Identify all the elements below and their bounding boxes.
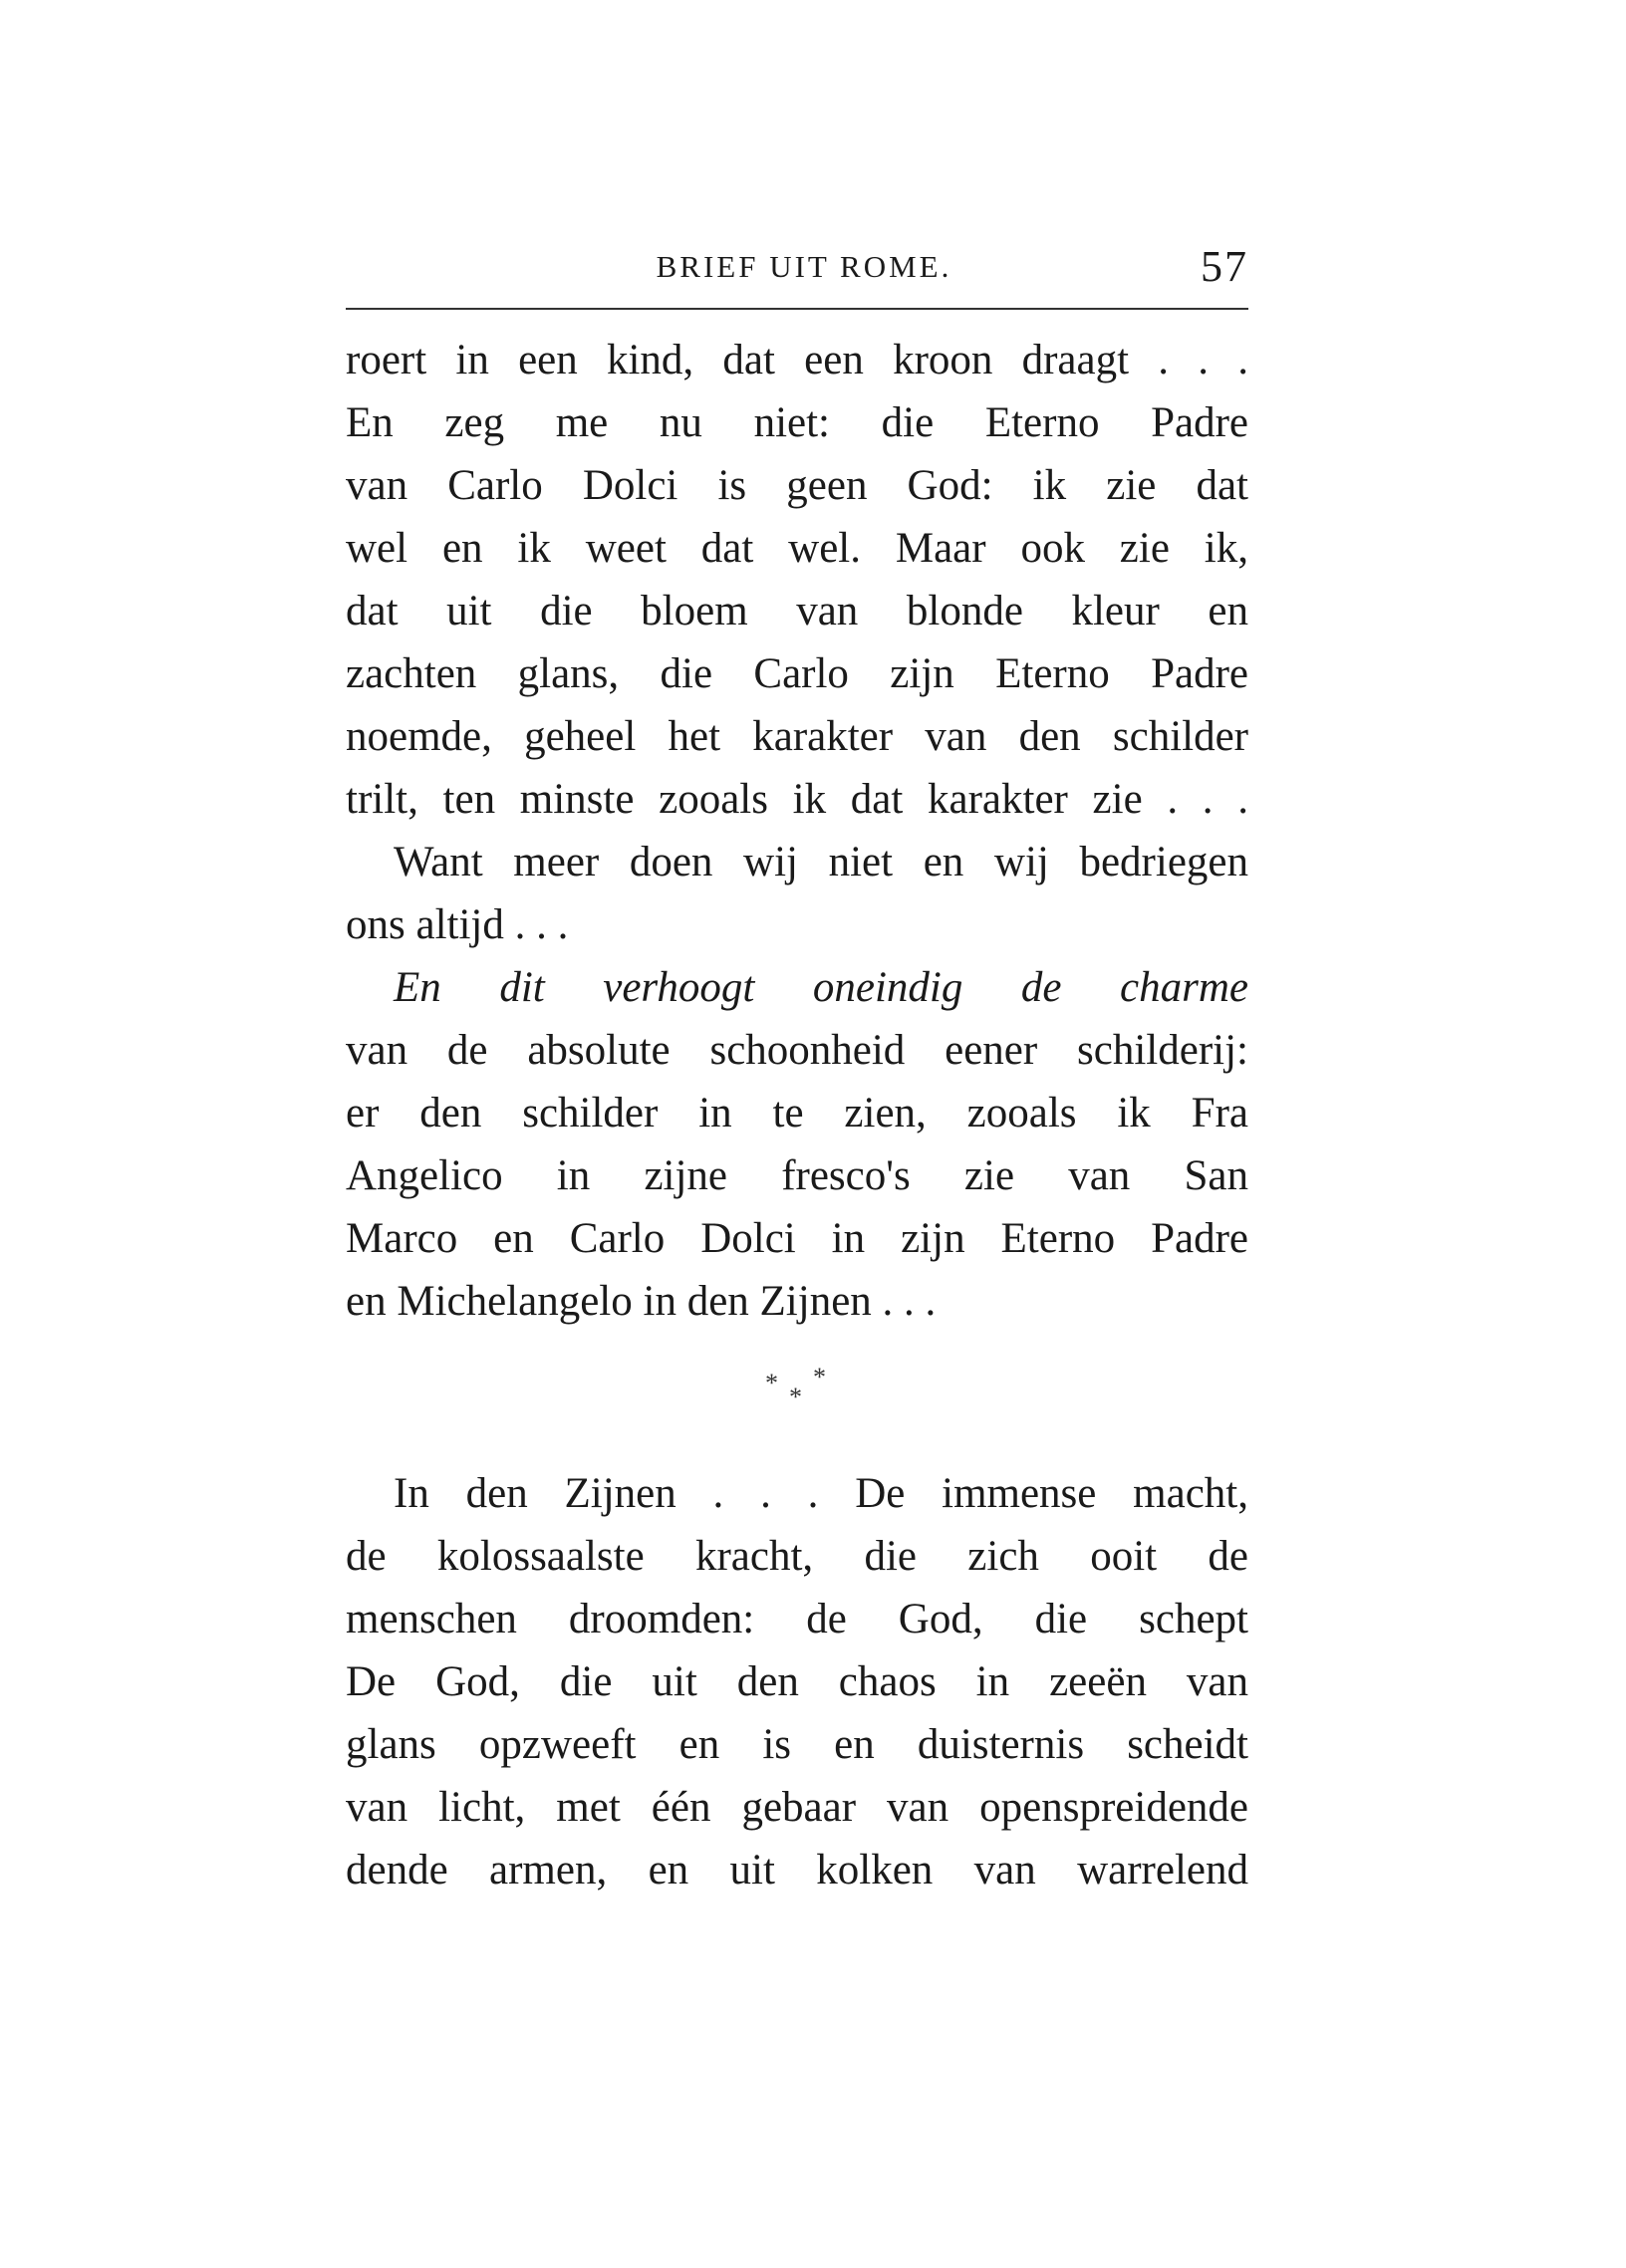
running-title: BRIEF UIT ROME. <box>656 249 952 284</box>
text-line: trilt, ten minste zooals ik dat karakter zie . . . <box>346 776 1248 823</box>
header-rule <box>346 308 1248 310</box>
text-line: wel en ik weet dat wel. Maar ook zie ik, <box>346 525 1248 572</box>
text-line: dat uit die bloem van blonde kleur en <box>346 588 1248 634</box>
asterisk: * <box>765 1369 778 1397</box>
page-number: 57 <box>1201 242 1248 291</box>
asterisk: * <box>789 1383 802 1411</box>
text-line: Marco en Carlo Dolci in zijn Eterno Padre <box>346 1215 1248 1262</box>
text-line: roert in een kind, dat een kroon draagt . . . <box>346 337 1248 383</box>
page-header <box>346 237 1248 297</box>
text-line: dende armen, en uit kolken van warrelend <box>346 1847 1248 1893</box>
text-block-top <box>346 329 1248 1333</box>
text-line: van Carlo Dolci is geen God: ik zie dat <box>346 462 1248 509</box>
text-line: zachten glans, die Carlo zijn Eterno Padre <box>346 650 1248 697</box>
text-line: noemde, geheel het karakter van den schilder <box>346 713 1248 760</box>
text-line: menschen droomden: de God, die schept <box>346 1596 1248 1642</box>
text-line: er den schilder in te zien, zooals ik Fra <box>346 1090 1248 1136</box>
text-line: glans opzweeft en is en duisternis scheidt <box>346 1721 1248 1768</box>
text-line: ons altijd . . . <box>346 901 569 948</box>
text-line: Want meer doen wij niet en wij bedriegen <box>394 839 1248 885</box>
text-block-bottom <box>346 1462 1248 1901</box>
text-line: de kolossaalste kracht, die zich ooit de <box>346 1533 1248 1580</box>
section-separator <box>737 1363 857 1412</box>
text-line: van licht, met één gebaar van openspreidende <box>346 1784 1248 1831</box>
text-line: en Michelangelo in den Zijnen . . . <box>346 1278 937 1325</box>
text-line: In den Zijnen . . . De immense macht, <box>394 1470 1248 1517</box>
text-line: De God, die uit den chaos in zeeën van <box>346 1658 1248 1705</box>
text-line: van de absolute schoonheid eener schilderij: <box>346 1027 1248 1074</box>
text-line-italic: En dit verhoogt oneindig de charme <box>394 964 1248 1011</box>
text-line: Angelico in zijne fresco's zie van San <box>346 1152 1248 1199</box>
asterisk: * <box>813 1363 826 1391</box>
text-line: En zeg me nu niet: die Eterno Padre <box>346 399 1248 446</box>
